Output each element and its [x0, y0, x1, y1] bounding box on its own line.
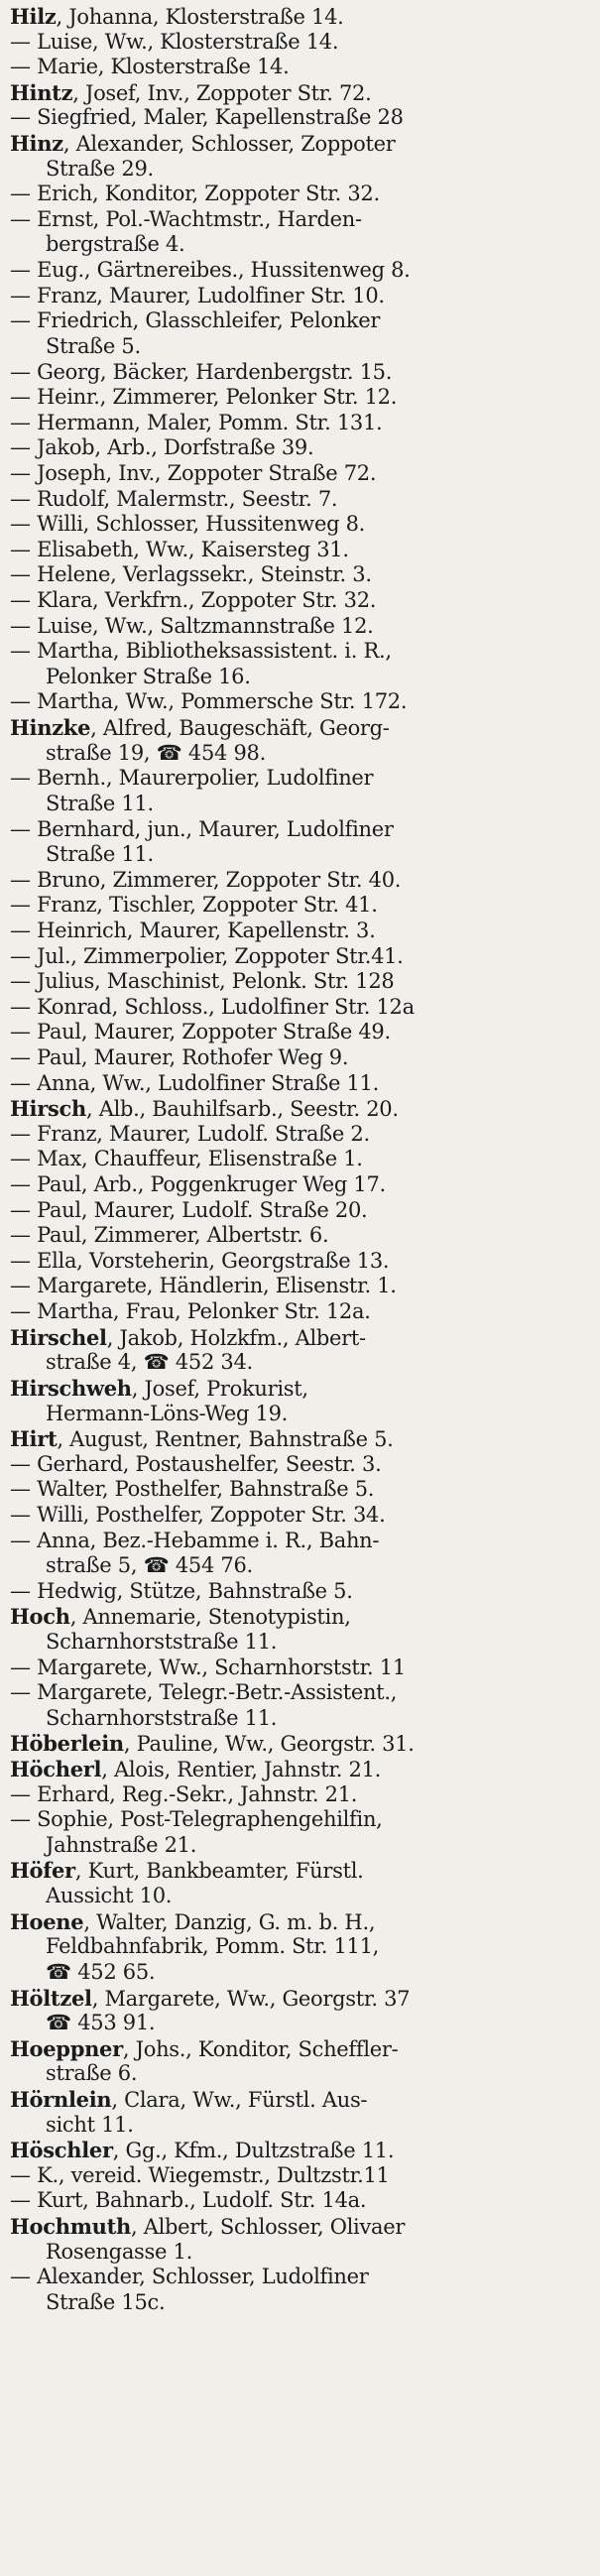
sub-entry-line: — Margarete, Ww., Scharnhorststr. 11	[10, 1655, 406, 1679]
entry-headword-line	[0, 1909, 600, 1935]
sub-entry-line: — Helene, Verlagssekr., Steinstr. 3.	[10, 562, 372, 587]
sub-entry-line: — K., vereid. Wiegemstr., Dultzstr.11	[10, 2162, 390, 2187]
entry-details: , Johs., Konditor, Scheffler-	[122, 2036, 399, 2061]
entry-details: , Albert, Schlosser, Olivaer	[130, 2215, 406, 2240]
sub-entry-line: — Ella, Vorsteherin, Georgstraße 13.	[10, 1248, 390, 1273]
continuation-line: Hermann-Löns-Weg 19.	[46, 1401, 289, 1425]
entry-headword-line	[0, 1604, 600, 1630]
sub-entry-line: — Franz, Tischler, Zoppoter Str. 41.	[10, 893, 378, 918]
continuation-line: sicht 11.	[46, 2112, 134, 2137]
entry-headword-line	[0, 1376, 600, 1402]
entry-details: , Annemarie, Stenotypistin,	[69, 1605, 351, 1630]
surname: Hirt	[10, 1426, 58, 1452]
sub-entry-line: — Paul, Zimmerer, Albertstr. 6.	[10, 1223, 329, 1248]
continuation-line: Feldbahnfabrik, Pomm. Str. 111,	[46, 1934, 380, 1959]
sub-entry-line: — Jul., Zimmerpolier, Zoppoter Str.41.	[10, 943, 404, 968]
entry-headword-line	[0, 80, 600, 106]
entry-details: , Jakob, Holzkfm., Albert-	[106, 1325, 366, 1350]
surname: Höfer	[10, 1858, 75, 1884]
surname: Hinz	[10, 131, 63, 157]
sub-entry-line: — Anna, Ww., Ludolfiner Straße 11.	[10, 1070, 379, 1095]
sub-entry-line: — Hermann, Maler, Pomm. Str. 131.	[10, 410, 383, 434]
sub-entry-line: — Erich, Konditor, Zoppoter Str. 32.	[10, 182, 380, 206]
sub-entry-line: — Ernst, Pol.-Wachtmstr., Harden-	[10, 206, 362, 231]
entry-details: , Josef, Inv., Zoppoter Str. 72.	[72, 80, 372, 105]
entry-details: , Johanna, Klosterstraße 14.	[56, 5, 344, 29]
sub-entry-line: — Hedwig, Stütze, Bahnstraße 5.	[10, 1578, 353, 1603]
surname: Höberlein	[10, 1731, 124, 1757]
sub-entry-line: — Siegfried, Maler, Kapellenstraße 28	[10, 105, 404, 130]
continuation-line: bergstraße 4.	[46, 232, 185, 257]
continuation-line: Aussicht 10.	[46, 1884, 173, 1908]
entry-headword-line	[0, 1325, 600, 1351]
continuation-line: Straße 15c.	[46, 2289, 166, 2314]
continuation-line: straße 5, ☎ 454 76.	[46, 1553, 253, 1578]
continuation-line: Straße 5.	[46, 333, 141, 358]
sub-entry-line: — Bruno, Zimmerer, Zoppoter Str. 40.	[10, 867, 402, 892]
surname: Hoch	[10, 1604, 70, 1630]
sub-entry-line: — Martha, Bibliotheksassistent. i. R.,	[10, 639, 392, 664]
surname: Höschler	[10, 2138, 113, 2163]
sub-entry-line: — Paul, Arb., Poggenkruger Weg 17.	[10, 1172, 386, 1197]
entry-details: , Alois, Rentier, Jahnstr. 21.	[101, 1758, 382, 1782]
surname: Hörnlein	[10, 2086, 112, 2112]
continuation-line: straße 19, ☎ 454 98.	[46, 740, 266, 765]
entry-details: , Alfred, Baugeschäft, Georg-	[90, 716, 390, 741]
sub-entry-line: — Bernhard, jun., Maurer, Ludolfiner	[10, 816, 394, 841]
sub-entry-line: — Julius, Maschinist, Pelonk. Str. 128	[10, 969, 395, 994]
entry-headword-line	[0, 1426, 600, 1452]
continuation-line: Jahnstraße 21.	[46, 1832, 197, 1857]
entry-details: , Walter, Danzig, G. m. b. H.,	[83, 1909, 376, 1934]
entry-headword-line	[0, 2214, 600, 2240]
continuation-line: straße 4, ☎ 452 34.	[46, 1350, 253, 1375]
entry-details: , Kurt, Bankbeamter, Fürstl.	[74, 1859, 364, 1884]
continuation-line: Rosengasse 1.	[46, 2239, 192, 2264]
sub-entry-line: — Gerhard, Postaushelfer, Seestr. 3.	[10, 1451, 382, 1476]
entry-details: , Alb., Bauhilfsarb., Seestr. 20.	[85, 1097, 399, 1122]
sub-entry-line: — Jakob, Arb., Dorfstraße 39.	[10, 435, 314, 460]
entry-headword-line	[0, 2138, 600, 2163]
surname: Hintz	[10, 79, 73, 105]
sub-entry-line: — Joseph, Inv., Zoppoter Straße 72.	[10, 460, 377, 485]
sub-entry-line: — Sophie, Post-Telegraphengehilfin,	[10, 1807, 383, 1832]
entry-details: , Pauline, Ww., Georgstr. 31.	[123, 1732, 415, 1757]
surname: Höltzel	[10, 1985, 92, 2011]
surname: Hirschweh	[10, 1375, 132, 1401]
continuation-line: Pelonker Straße 16.	[46, 664, 251, 688]
sub-entry-line: — Marie, Klosterstraße 14.	[10, 55, 290, 79]
continuation-line: Straße 11.	[46, 842, 154, 867]
entry-headword-line	[0, 2087, 600, 2113]
entry-headword-line	[0, 131, 600, 157]
sub-entry-line: — Konrad, Schloss., Ludolfiner Str. 12a	[10, 994, 415, 1019]
surname: Hoeppner	[10, 2035, 123, 2061]
entry-headword-line	[0, 1731, 600, 1757]
surname: Hochmuth	[10, 2214, 131, 2240]
sub-entry-line: — Luise, Ww., Klosterstraße 14.	[10, 29, 339, 54]
sub-entry-line: — Anna, Bez.-Hebamme i. R., Bahn-	[10, 1528, 380, 1552]
entry-details: , Josef, Prokurist,	[131, 1376, 308, 1401]
sub-entry-line: — Friedrich, Glasschleifer, Pelonker	[10, 308, 381, 333]
sub-entry-line: — Martha, Ww., Pommersche Str. 172.	[10, 689, 408, 714]
entry-headword-line	[0, 1096, 600, 1122]
continuation-line: Straße 29.	[46, 156, 154, 181]
sub-entry-line: — Franz, Maurer, Ludolfiner Str. 10.	[10, 283, 385, 307]
sub-entry-line: — Georg, Bäcker, Hardenbergstr. 15.	[10, 359, 393, 384]
continuation-line: ☎ 452 65.	[46, 1959, 156, 1984]
entry-details: , Alexander, Schlosser, Zoppoter	[62, 132, 396, 157]
sub-entry-line: — Willi, Posthelfer, Zoppoter Str. 34.	[10, 1502, 386, 1527]
continuation-line: ☎ 453 91.	[46, 2011, 156, 2035]
sub-entry-line: — Eug., Gärtnereibes., Hussitenweg 8.	[10, 258, 411, 283]
sub-entry-line: — Elisabeth, Ww., Kaisersteg 31.	[10, 537, 349, 561]
sub-entry-line: — Paul, Maurer, Ludolf. Straße 20.	[10, 1197, 368, 1222]
sub-entry-line: — Erhard, Reg.-Sekr., Jahnstr. 21.	[10, 1781, 358, 1806]
sub-entry-line: — Paul, Maurer, Zoppoter Straße 49.	[10, 1020, 391, 1044]
sub-entry-line: — Max, Chauffeur, Elisenstraße 1.	[10, 1147, 363, 1171]
surname: Hoene	[10, 1908, 84, 1934]
sub-entry-line: — Paul, Maurer, Rothofer Weg 9.	[10, 1044, 349, 1069]
sub-entry-line: — Rudolf, Malermstr., Seestr. 7.	[10, 486, 338, 511]
sub-entry-line: — Martha, Frau, Pelonker Str. 12a.	[10, 1299, 371, 1324]
surname: Hirschel	[10, 1324, 107, 1350]
surname: Hirsch	[10, 1096, 86, 1122]
entry-headword-line	[0, 4, 600, 30]
continuation-line: Scharnhorststraße 11.	[46, 1705, 278, 1730]
continuation-line: Scharnhorststraße 11.	[46, 1630, 278, 1654]
sub-entry-line: — Alexander, Schlosser, Ludolfiner	[10, 2265, 369, 2289]
sub-entry-line: — Margarete, Telegr.-Betr.-Assistent.,	[10, 1680, 398, 1705]
entry-headword-line	[0, 1757, 600, 1782]
entry-details: , August, Rentner, Bahnstraße 5.	[57, 1427, 394, 1452]
sub-entry-line: — Willi, Schlosser, Hussitenweg 8.	[10, 512, 366, 537]
entry-headword-line	[0, 1986, 600, 2012]
continuation-line: Straße 11.	[46, 791, 154, 815]
sub-entry-line: — Bernh., Maurerpolier, Ludolfiner	[10, 766, 374, 791]
sub-entry-line: — Franz, Maurer, Ludolf. Straße 2.	[10, 1121, 370, 1146]
sub-entry-line: — Margarete, Händlerin, Elisenstr. 1.	[10, 1274, 397, 1298]
entry-headword-line	[0, 715, 600, 741]
entry-details: , Gg., Kfm., Dultzstraße 11.	[112, 2139, 395, 2163]
entry-headword-line	[0, 1858, 600, 1884]
entry-details: , Clara, Ww., Fürstl. Aus-	[111, 2087, 368, 2112]
surname: Hinzke	[10, 715, 91, 741]
sub-entry-line: — Heinr., Zimmerer, Pelonker Str. 12.	[10, 385, 398, 410]
sub-entry-line: — Kurt, Bahnarb., Ludolf. Str. 14a.	[10, 2188, 367, 2213]
entry-headword-line	[0, 2036, 600, 2062]
sub-entry-line: — Klara, Verkfrn., Zoppoter Str. 32.	[10, 588, 377, 613]
surname: Hilz	[10, 4, 57, 29]
surname: Höcherl	[10, 1757, 102, 1782]
sub-entry-line: — Luise, Ww., Saltzmannstraße 12.	[10, 613, 374, 638]
continuation-line: straße 6.	[46, 2061, 138, 2086]
sub-entry-line: — Walter, Posthelfer, Bahnstraße 5.	[10, 1477, 375, 1502]
sub-entry-line: — Heinrich, Maurer, Kapellenstr. 3.	[10, 918, 376, 942]
entry-details: , Margarete, Ww., Georgstr. 37	[91, 1986, 411, 2011]
